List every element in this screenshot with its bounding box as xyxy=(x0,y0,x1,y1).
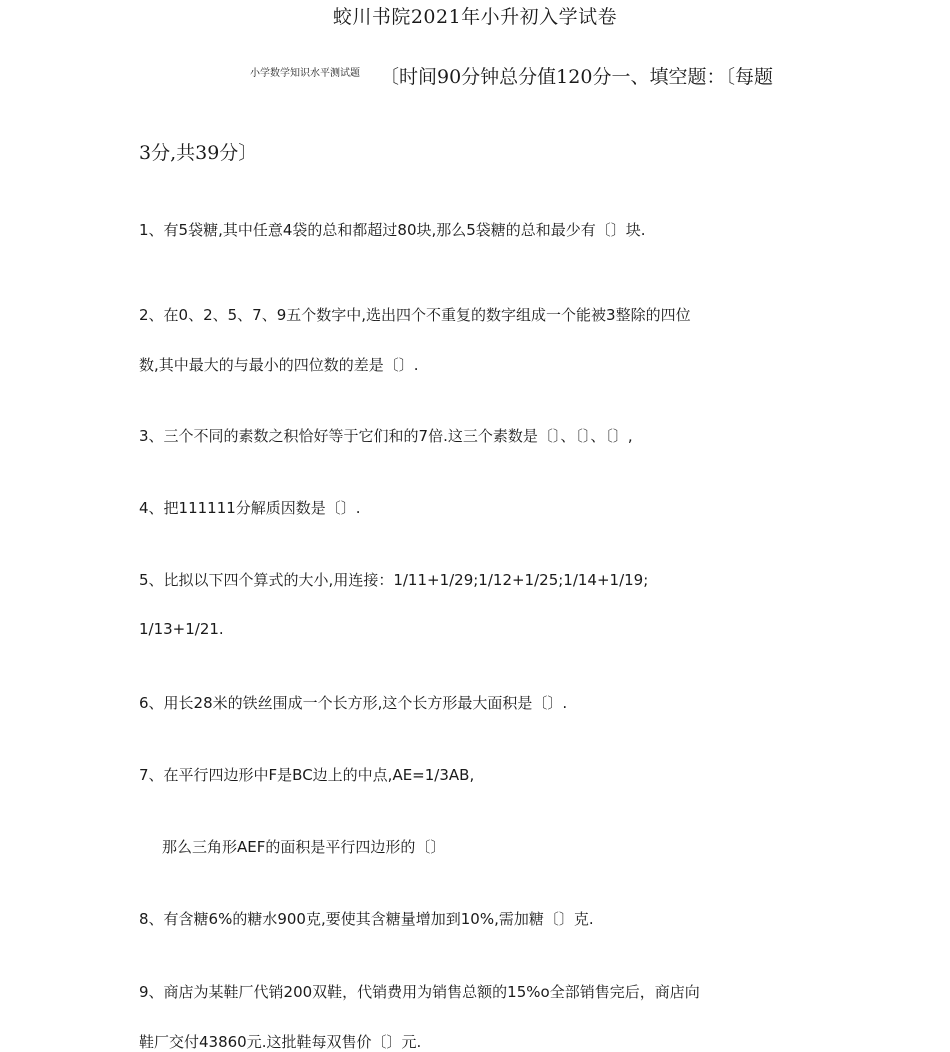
question-7: 7、在平行四边形中F是BC边上的中点,AE=1/3AB, xyxy=(139,766,475,784)
question-2-continued: 数,其中最大的与最小的四位数的差是〔〕. xyxy=(139,356,419,374)
question-5: 5、比拟以下四个算式的大小,用连接：1/11+1/29;1/12+1/25;1/14+1/19; xyxy=(139,571,649,589)
exam-instructions: 〔时间90分钟总分值120分一、填空题：〔每题 xyxy=(380,66,773,88)
page-title: 蛟川书院2021年小升初入学试卷 xyxy=(332,6,618,28)
question-2: 2、在0、2、5、7、9五个数字中,选出四个不重复的数字组成一个能被3整除的四位 xyxy=(139,306,691,324)
question-6: 6、用长28米的铁丝围成一个长方形,这个长方形最大面积是〔〕. xyxy=(139,694,568,712)
question-8: 8、有含糖6%的糖水900克,要使其含糖量增加到10%,需加糖〔〕克. xyxy=(139,910,594,928)
question-9-continued: 鞋厂交付43860元.这批鞋每双售价〔〕元. xyxy=(139,1033,422,1051)
question-3: 3、三个不同的素数之积恰好等于它们和的7倍.这三个素数是〔〕、〔〕、〔〕, xyxy=(139,427,633,445)
exam-instructions-continued: 3分,共39分〕 xyxy=(139,142,258,164)
question-9: 9、商店为某鞋厂代销200双鞋，代销费用为销售总额的15%o全部销售完后，商店向 xyxy=(139,983,700,1001)
question-1: 1、有5袋糖,其中任意4袋的总和都超过80块,那么5袋糖的总和最少有〔〕块. xyxy=(139,221,646,239)
question-5-continued: 1/13+1/21. xyxy=(139,620,224,638)
question-4: 4、把111111分解质因数是〔〕. xyxy=(139,499,361,517)
question-7-continued: 那么三角形AEF的面积是平行四边形的〔〕 xyxy=(162,838,446,856)
exam-subtitle-small: 小学数学知识水平测试题 xyxy=(250,68,360,79)
